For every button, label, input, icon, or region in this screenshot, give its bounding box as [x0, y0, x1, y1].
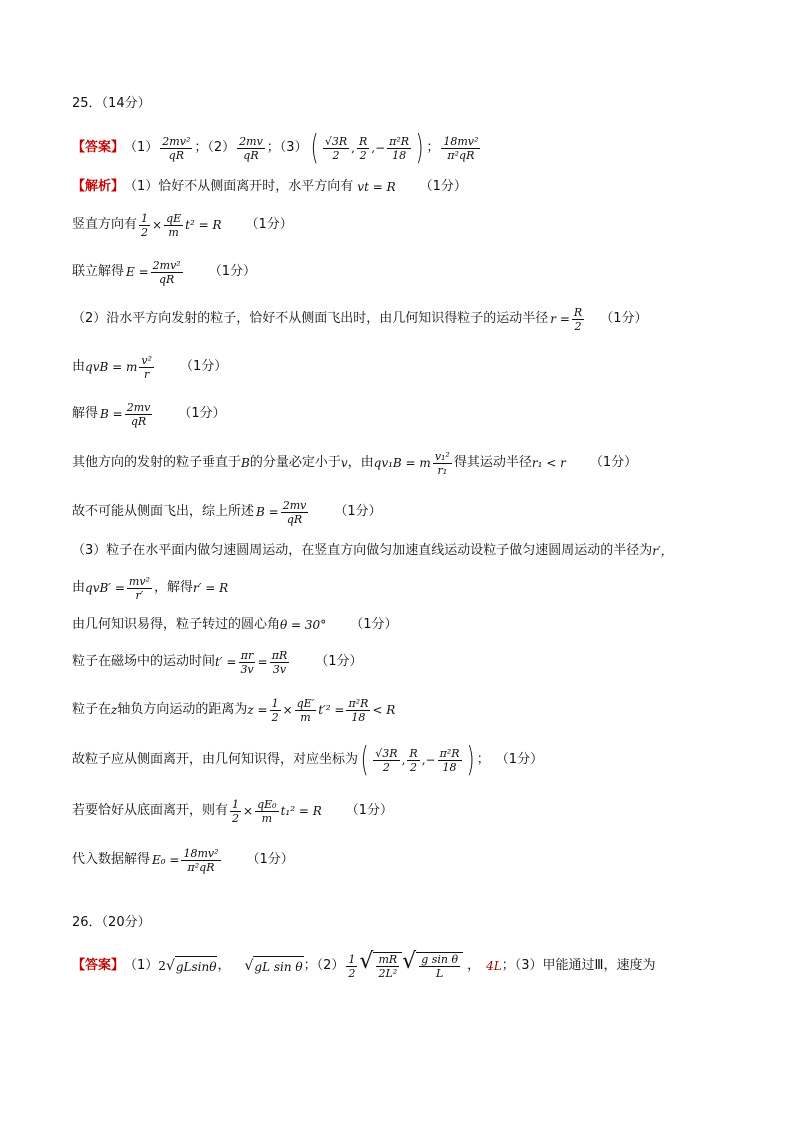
right-paren: ): [415, 128, 424, 168]
analysis-line-10: 由 qvB′ = $\frac{\text{mv²}}{r'}$ ，解得 r′ = R: [72, 574, 229, 602]
answer-tag: 【答案】: [72, 140, 125, 155]
answer-fraction-1: $\frac{\text{2mv²}}{qR}$: [162, 134, 191, 162]
analysis-line-14: 故粒子应从侧面离开，由几何知识得，对应坐标为 ( $\frac{√3R}{2}$ , $\frac{R}{2}$ , − $\frac{\text{π²R}}{18}$ ) ； （1分）: [72, 740, 544, 780]
analysis-line-12: 粒子在磁场中的运动时间 t′ = $\frac{\pi r}{3v}$ = $\frac{\pi R}{3v}$ （1分）: [72, 648, 363, 676]
analysis-line-7: 其他方向的发射的粒子垂直于 B 的分量必定小于 v ，由 qv₁B = m $\frac{\text{v₁²}}{\text{r₁}}$ 得其运动半径 r₁ < r （1分）: [72, 449, 638, 477]
analysis-line-4: （2）沿水平方向发射的粒子，恰好不从侧面飞出时，由几何知识得粒子的运动半径 r = $\frac{R}{2}$ （1分）: [72, 305, 648, 333]
analysis-line-6: 解得 B = $\frac{2mv}{qR}$ （1分）: [72, 400, 226, 428]
analysis-line-1: 【解析】 （1）恰好不从侧面离开时，水平方向有 vt = R （1分）: [72, 179, 467, 194]
analysis-line-2: 竖直方向有 $\frac{1}{2}$ × $\frac{qE}{m}$ t² = R （1分）: [72, 211, 293, 239]
analysis-line-16: 代入数据解得 E₀ = $\frac{\text{18mv²}}{\text{π²qR}}$ （1分）: [72, 846, 294, 874]
analysis-line-3: 联立解得 E = $\frac{\text{2mv²}}{qR}$ （1分）: [72, 258, 256, 286]
answer-fraction-4: $\frac{\text{18mv²}}{\text{π²qR}}$: [443, 134, 479, 162]
analysis-line-8: 故不可能从侧面飞出，综上所述 B = $\frac{2mv}{qR}$ （1分）: [72, 498, 382, 526]
q26-heading: 26．（20分）: [72, 915, 151, 930]
q26-answer-line: 【答案】 （1） 2 √ gLsinθ ， √ gL sin θ ；（2） $\frac{1}{2}$ √ $\frac{mR}{\text{2L²}}$ √ $\frac{\text{g sin θ}}{L}$ ， 4L ；（3）甲能通过Ⅲ，速度为: [72, 949, 656, 980]
analysis-line-15: 若要恰好从底面离开，则有 $\frac{1}{2}$ × $\frac{\text{qE₀}}{m}$ t₁² = R （1分）: [72, 797, 394, 825]
analysis-line-13: 粒子在 z 轴负方向运动的距离为 z = $\frac{1}{2}$ × $\frac{qE'}{m}$ t′² = $\frac{\text{π²R}}{18}$ < R: [72, 696, 396, 724]
analysis-line-11: 由几何知识易得，粒子转过的圆心角 θ = 30° （1分）: [72, 617, 398, 632]
q25-answer-line: 【答案】 （1） $\frac{\text{2mv²}}{qR}$ ；（2） $\frac{2mv}{qR}$ ；（3） ( $\frac{√3R}{2}$ , $\frac{R}{2}$ , − $\frac{\text{π²R}}{18}$ ) ； $\frac{\text{18mv²}}{\text{π²qR}}$: [72, 128, 479, 168]
q25-heading: 25．（14分）: [72, 96, 151, 111]
analysis-line-9: （3）粒子在水平面内做匀速圆周运动，在竖直方向做匀加速直线运动设粒子做匀速圆周运动的半径为 r′，: [72, 543, 673, 558]
left-paren: (: [310, 128, 319, 168]
answer-fraction-2: $\frac{2mv}{qR}$: [239, 134, 263, 162]
analysis-line-5: 由 qvB = m $\frac{\text{v²}}{r}$ （1分）: [72, 353, 228, 381]
